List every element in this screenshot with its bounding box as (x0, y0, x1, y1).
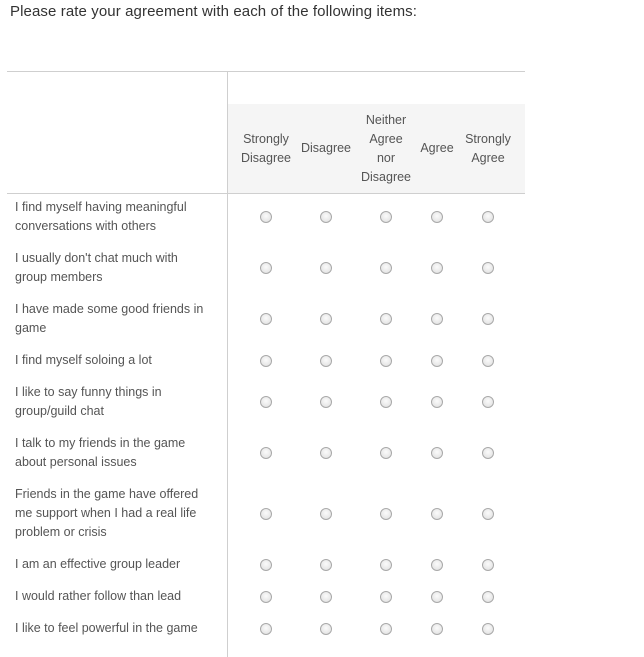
radio-strongly-agree[interactable] (482, 262, 494, 274)
row-label-line: I am an effective group leader (15, 557, 181, 571)
radio-disagree[interactable] (320, 396, 332, 408)
row-label-line: I like to say funny things in (15, 385, 162, 399)
radio-agree[interactable] (431, 211, 443, 223)
radio-disagree[interactable] (320, 211, 332, 223)
radio-strongly-disagree[interactable] (260, 508, 272, 520)
column-header-line: Strongly (465, 131, 511, 146)
radio-strongly-disagree[interactable] (260, 313, 272, 325)
radio-agree[interactable] (431, 262, 443, 274)
radio-disagree[interactable] (320, 508, 332, 520)
radio-neither-agree-nor-disagree[interactable] (380, 508, 392, 520)
column-header-line: nor (376, 150, 396, 165)
row-label (15, 198, 220, 236)
row-label (15, 249, 220, 287)
radio-agree[interactable] (431, 313, 443, 325)
radio-agree[interactable] (431, 623, 443, 635)
row-label-line: group members (15, 270, 103, 284)
radio-agree[interactable] (431, 447, 443, 459)
radio-neither-agree-nor-disagree[interactable] (380, 313, 392, 325)
row-label-line: problem or crisis (15, 525, 107, 539)
radio-disagree[interactable] (320, 355, 332, 367)
table-row (0, 351, 525, 383)
row-label-line: I would rather follow than lead (15, 589, 182, 603)
row-label (15, 485, 220, 542)
radio-agree[interactable] (431, 591, 443, 603)
row-label (15, 619, 220, 638)
radio-strongly-disagree[interactable] (260, 623, 272, 635)
row-label (15, 434, 220, 472)
table-row (0, 434, 525, 485)
question-prompt: Please rate your agreement with each of the following items: (10, 3, 418, 20)
column-header-line: Neither (365, 112, 407, 127)
radio-disagree[interactable] (320, 559, 332, 571)
column-header-line: Strongly (243, 131, 289, 146)
table-row (0, 555, 525, 587)
radio-strongly-disagree[interactable] (260, 559, 272, 571)
table-row (0, 485, 525, 555)
column-header-neither-agree-nor-disagree (357, 104, 415, 193)
radio-strongly-disagree[interactable] (260, 262, 272, 274)
top-divider (7, 71, 525, 72)
radio-agree[interactable] (431, 508, 443, 520)
radio-strongly-agree[interactable] (482, 396, 494, 408)
radio-neither-agree-nor-disagree[interactable] (380, 623, 392, 635)
table-row (0, 587, 525, 619)
row-label-line: Friends in the game have offered (15, 487, 199, 501)
table-row (0, 383, 525, 434)
radio-disagree[interactable] (320, 313, 332, 325)
column-header-line: Disagree (360, 169, 412, 184)
radio-neither-agree-nor-disagree[interactable] (380, 262, 392, 274)
radio-agree[interactable] (431, 559, 443, 571)
row-label-line: group/guild chat (15, 404, 104, 418)
radio-neither-agree-nor-disagree[interactable] (380, 559, 392, 571)
row-label-line: I like to feel powerful in the game (15, 621, 198, 635)
radio-strongly-disagree[interactable] (260, 355, 272, 367)
radio-strongly-disagree[interactable] (260, 211, 272, 223)
column-header-line: Agree (471, 150, 505, 165)
radio-strongly-disagree[interactable] (260, 396, 272, 408)
radio-strongly-agree[interactable] (482, 313, 494, 325)
row-label (15, 587, 220, 606)
radio-strongly-agree[interactable] (482, 623, 494, 635)
radio-strongly-disagree[interactable] (260, 591, 272, 603)
column-header-line: Agree (420, 141, 454, 155)
column-header-strongly-disagree (237, 104, 295, 193)
radio-agree[interactable] (431, 396, 443, 408)
row-label (15, 555, 220, 574)
radio-strongly-disagree[interactable] (260, 447, 272, 459)
radio-disagree[interactable] (320, 262, 332, 274)
radio-neither-agree-nor-disagree[interactable] (380, 211, 392, 223)
radio-strongly-agree[interactable] (482, 355, 494, 367)
radio-neither-agree-nor-disagree[interactable] (380, 591, 392, 603)
row-label-line: I talk to my friends in the game (15, 436, 186, 450)
row-label-line: I usually don't chat much with (15, 251, 178, 265)
row-label-line: about personal issues (15, 455, 137, 469)
row-label (15, 351, 220, 370)
row-label-line: me support when I had a real life (15, 506, 197, 520)
table-row (0, 249, 525, 300)
table-row (0, 300, 525, 351)
radio-neither-agree-nor-disagree[interactable] (380, 396, 392, 408)
radio-strongly-agree[interactable] (482, 508, 494, 520)
row-label (15, 300, 220, 338)
radio-strongly-agree[interactable] (482, 447, 494, 459)
column-header-agree (415, 104, 459, 193)
radio-disagree[interactable] (320, 591, 332, 603)
table-row (0, 198, 525, 249)
header-divider (7, 193, 525, 194)
table-row (0, 619, 525, 651)
radio-strongly-agree[interactable] (482, 591, 494, 603)
radio-neither-agree-nor-disagree[interactable] (380, 355, 392, 367)
row-label-line: I have made some good friends in (15, 302, 204, 316)
row-label-line: conversations with others (15, 219, 157, 233)
radio-disagree[interactable] (320, 447, 332, 459)
radio-agree[interactable] (431, 355, 443, 367)
column-header-line: Disagree (300, 141, 352, 155)
row-label (15, 383, 220, 421)
row-label-line: game (15, 321, 47, 335)
radio-neither-agree-nor-disagree[interactable] (380, 447, 392, 459)
radio-strongly-agree[interactable] (482, 211, 494, 223)
radio-strongly-agree[interactable] (482, 559, 494, 571)
column-header-line: Agree (369, 131, 403, 146)
column-header-strongly-agree (459, 104, 517, 193)
row-label-line: I find myself soloing a lot (15, 353, 152, 367)
radio-disagree[interactable] (320, 623, 332, 635)
column-header-line: Disagree (240, 150, 292, 165)
column-header-disagree (298, 104, 354, 193)
row-label-line: I find myself having meaningful (15, 200, 187, 214)
